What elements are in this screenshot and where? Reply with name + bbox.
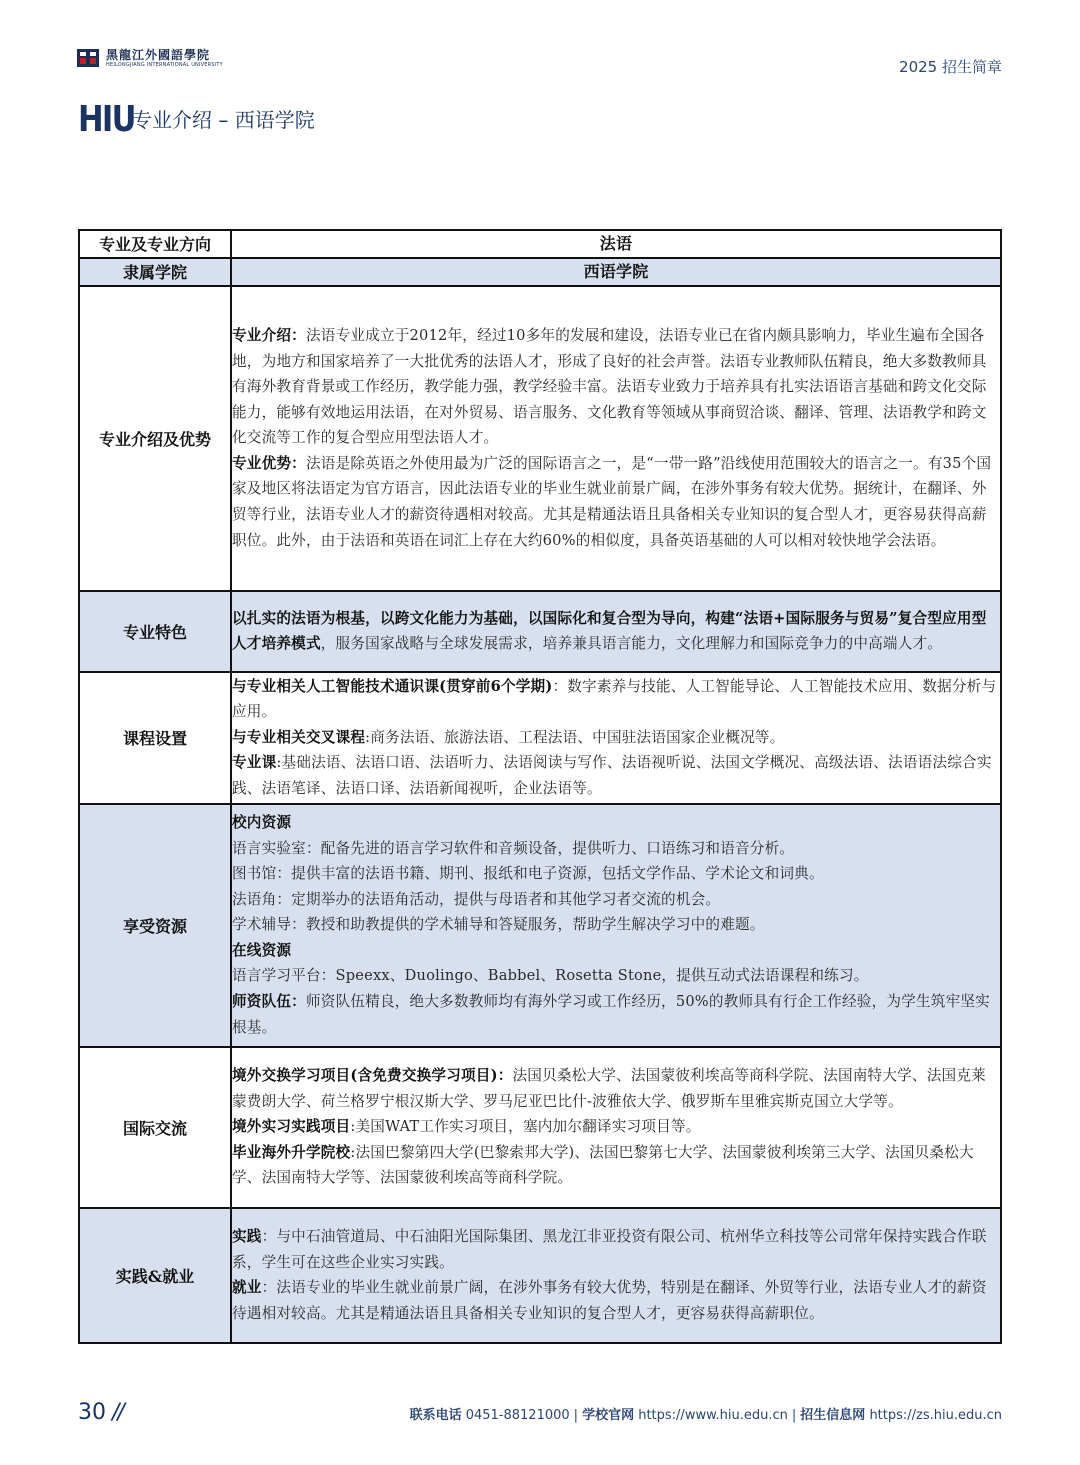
intro-p1-text: 法语专业成立于2012年，经过10多年的发展和建设，法语专业已在省内颇具影响力，毕业生遍布全国各地，为地方和国家培养了一大批优秀的法语人才，形成了良好的社会声誉。法语专业教师队伍精良，绝大多数教师具有海外教育背景或工作经历，教学能力强，教学经验丰富。法语专业致力于培养具有扎实法语语言基础和跨文化交际能力，能够有效地运用法语，在对外贸易、语言服务、文化教育等领域从事商贸洽谈、翻译、管理、法语教学和跨文化交流等工作的复合型应用型法语人才。 — [232, 326, 987, 447]
table-row-resources — [79, 804, 1001, 1047]
resources-label: 享受资源 — [79, 804, 231, 1047]
courses-cross-text: :商务法语、旅游法语、工程法语、中国驻法语国家企业概况等。 — [365, 728, 785, 746]
section-title: 专业介绍 – 西语学院 — [132, 108, 315, 132]
table-row-college — [79, 258, 1001, 286]
exchange-grad-title: 毕业海外升学院校 — [232, 1143, 351, 1161]
resources-lab: 语言实验室：配备先进的语言学习软件和音频设备，提供听力、口语练习和语音分析。 — [232, 839, 795, 857]
college-label: 隶属学院 — [79, 258, 231, 286]
table-row-feature — [79, 591, 1001, 672]
major-value: 法语 — [231, 230, 1001, 258]
exchange-ex-title: 境外交换学习项目(含免费交换学习项目)： — [232, 1067, 513, 1085]
resources-campus-title: 校内资源 — [232, 813, 292, 831]
feature-label: 专业特色 — [79, 591, 231, 672]
phone-label: 联系电话 — [409, 1408, 462, 1423]
intro-p1-title: 专业介绍： — [232, 326, 306, 344]
resources-content — [231, 804, 1001, 1047]
career-content — [231, 1208, 1001, 1343]
table-row-major — [79, 230, 1001, 258]
exchange-intern-title: 境外实习实践项目 — [232, 1118, 351, 1136]
courses-ai-title: 与专业相关人工智能技术通识课(贯穿前6个学期) — [232, 677, 553, 695]
courses-label: 课程设置 — [79, 672, 231, 804]
resources-faculty-title: 师资队伍： — [232, 993, 306, 1011]
brand-mark: HIU — [78, 99, 135, 140]
major-label: 专业及专业方向 — [79, 230, 231, 258]
career-label: 实践&就业 — [79, 1208, 231, 1343]
admission-link[interactable]: https://zs.hiu.edu.cn — [869, 1408, 1002, 1423]
college-value: 西语学院 — [231, 258, 1001, 286]
intro-content — [231, 286, 1001, 591]
intro-p2-text: 法语是除英语之外使用最为广泛的国际语言之一，是“一带一路”沿线使用范围较大的语言之一。有35个国家及地区将法语定为官方语言，因此法语专业的毕业生就业前景广阔，在涉外事务有较大优势。据统计，在翻译、外贸等行业，法语专业人才的薪资待遇相对较高。尤其是精通法语且具备相关专业知识的复合型人才，更容易获得高薪职位。此外，由于法语和英语在词汇上存在大约60%的相似度，具备英语基础的人可以相对较快地学会法语。 — [232, 454, 992, 549]
intro-label: 专业介绍及优势 — [79, 286, 231, 591]
exchange-ex-text: 法国贝桑松大学、法国蒙彼利埃高等商科学院、法国南特大学、法国克莱蒙费朗大学、荷兰格罗宁根汉斯大学、罗马尼亚巴比什-波雅依大学、俄罗斯车里雅宾斯克国立大学等。 — [232, 1067, 986, 1110]
career-job-text: ：法语专业的毕业生就业前景广阔，在涉外事务有较大优势，特别是在翻译、外贸等行业，法语专业人才的薪资待遇相对较高。尤其是精通法语且具备相关专业知识的复合型人才，更容易获得高薪职位。 — [232, 1279, 987, 1322]
logo-chinese-name: 黑龍江外國語學院 — [106, 47, 211, 62]
exchange-grad-text: :法国巴黎第四大学(巴黎索邦大学)、法国巴黎第七大学、法国蒙彼利埃第三大学、法国贝桑松大学、法国南特大学等、法国蒙彼利埃高等商科学院。 — [232, 1143, 974, 1187]
exchange-intern-text: :美国WAT工作实习项目，塞内加尔翻译实习项目等。 — [350, 1118, 701, 1136]
resources-faculty-text: 师资队伍精良，绝大多数教师均有海外学习或工作经历，50%的教师具有行企工作经验，为学生筑牢坚实根基。 — [232, 993, 990, 1036]
courses-core-title: 专业课 — [232, 754, 277, 772]
feature-bold-text: 以扎实的法语为根基，以跨文化能力为基础，以国际化和复合型为导向，构建“法语+国际服务与贸易”复合型应用型人才培养模式 — [232, 609, 987, 653]
intro-p2-title: 专业优势： — [232, 454, 306, 472]
career-job-title: 就业 — [232, 1279, 262, 1297]
table-row-courses — [79, 672, 1001, 804]
table-row-intro — [79, 286, 1001, 591]
feature-content — [231, 591, 1001, 672]
career-practice-title: 实践 — [232, 1227, 262, 1245]
courses-cross-title: 与专业相关交叉课程 — [232, 728, 366, 746]
page-slash: // — [112, 1400, 123, 1425]
university-logo — [76, 46, 223, 70]
logo-english-name: HEILONGJIANG INTERNATIONAL UNIVERSITY — [106, 61, 223, 68]
courses-content — [231, 672, 1001, 804]
phone-number: 0451-88121000 — [465, 1408, 570, 1423]
exchange-label: 国际交流 — [79, 1047, 231, 1208]
site-label: 学校官网 — [582, 1408, 635, 1423]
site-link[interactable]: https://www.hiu.edu.cn — [638, 1408, 788, 1423]
page-number: 30 // — [78, 1400, 123, 1425]
footer-contact: 联系电话 0451-88121000 | 学校官网 https://www.hiu.edu.cn | 招生信息网 https://zs.hiu.edu.cn — [409, 1408, 1002, 1423]
resources-online-title: 在线资源 — [232, 941, 292, 959]
resources-platforms: 语言学习平台：Speexx、Duolingo、Babbel、Rosetta Stone，提供互动式法语课程和练习。 — [232, 967, 869, 985]
feature-text: ，服务国家战略与全球发展需求，培养兼具语言能力，文化理解力和国际竞争力的中高端人才。 — [320, 635, 943, 653]
admission-label: 招生信息网 — [800, 1408, 866, 1423]
resources-corner: 法语角：定期举办的法语角活动，提供与母语者和其他学习者交流的机会。 — [232, 890, 721, 908]
university-emblem-icon — [76, 46, 100, 70]
courses-core-text: :基础法语、法语口语、法语听力、法语阅读与写作、法语视听说、法国文学概况、高级法语、法语语法综合实践、法语笔译、法语口译、法语新闻视听，企业法语等。 — [232, 754, 992, 797]
table-row-exchange — [79, 1047, 1001, 1208]
major-info-table — [78, 229, 1002, 1344]
table-row-career — [79, 1208, 1001, 1343]
resources-library: 图书馆：提供丰富的法语书籍、期刊、报纸和电子资源，包括文学作品、学术论文和词典。 — [232, 865, 824, 883]
exchange-content — [231, 1047, 1001, 1208]
resources-tutoring: 学术辅导：教授和助教提供的学术辅导和答疑服务，帮助学生解决学习中的难题。 — [232, 916, 765, 934]
courses-ai-text: ：数字素养与技能、人工智能导论、人工智能技术应用、数据分析与应用。 — [232, 677, 997, 721]
career-practice-text: ：与中石油管道局、中石油阳光国际集团、黑龙江非亚投资有限公司、杭州华立科技等公司常年保持实践合作联系，学生可在这些企业实习实践。 — [232, 1227, 987, 1271]
brochure-title: 2025 招生简章 — [899, 58, 1002, 76]
